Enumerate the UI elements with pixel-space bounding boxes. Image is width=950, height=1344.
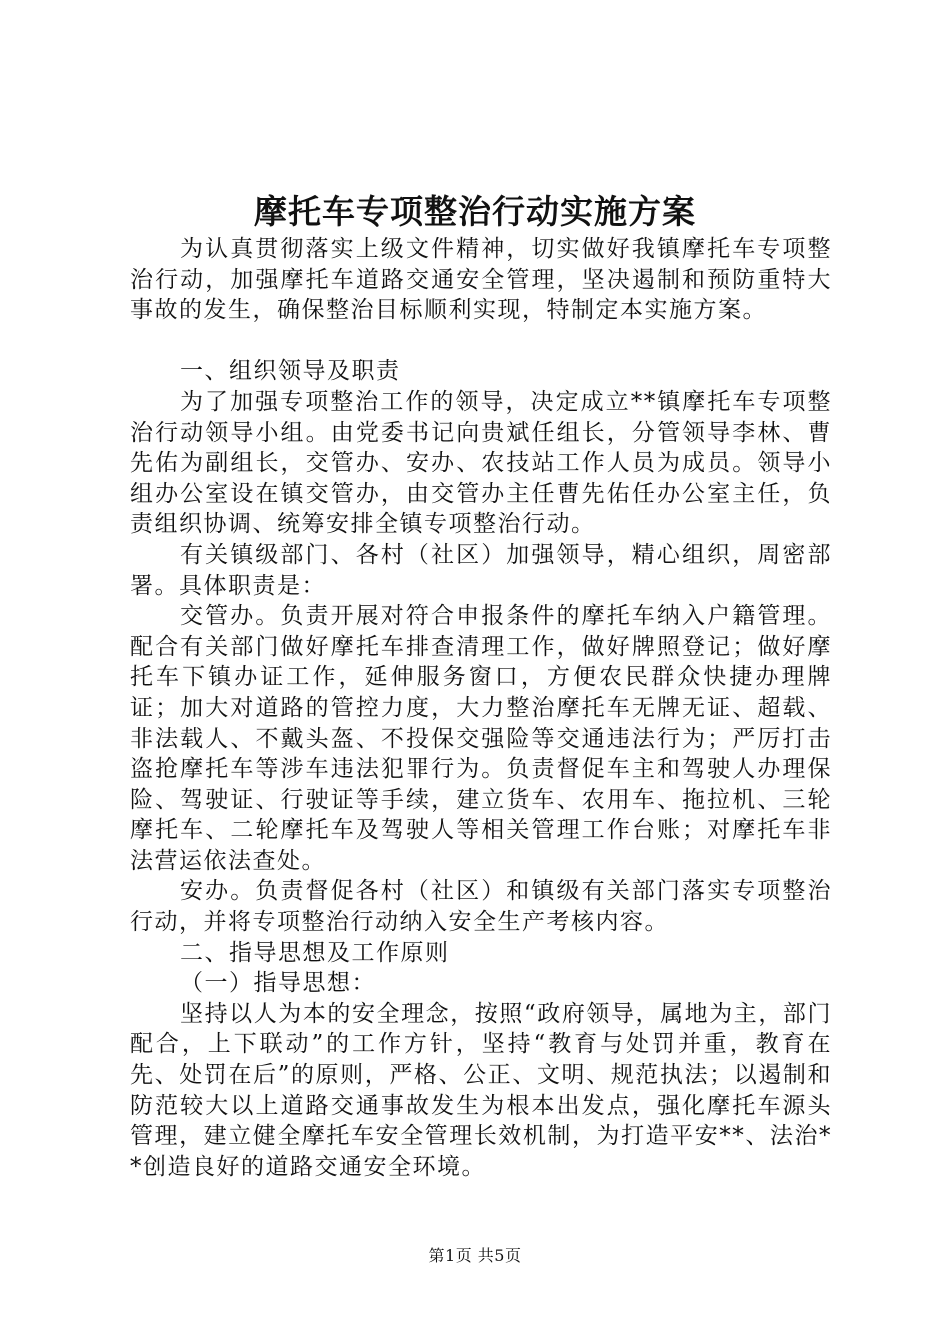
document-body (130, 234, 832, 1182)
blank-line (130, 326, 832, 357)
paragraph-leadership: 为了加强专项整治工作的领导，决定成立**镇摩托车专项整治行动领导小组。由党委书记向贵斌任组长，分管领导李林、曹先佑为副组长，交管办、安办、农技站工作人员为成员。领导小组办公室设在镇交管办，由交管办主任曹先佑任办公室主任，负责组织协调、统筹安排全镇专项整治行动。 (130, 388, 832, 538)
page-footer: 第1页 共5页 (428, 1246, 522, 1265)
paragraph-guiding-thought: 坚持以人为本的安全理念，按照“政府领导，属地为主，部门配合，上下联动”的工作方针，坚持“教育与处罚并重，教育在先、处罚在后”的原则，严格、公正、文明、规范执法；以遏制和防范较大以上道路交通事故发生为根本出发点，强化摩托车源头管理，建立健全摩托车安全管理长效机制，为打造平安**、法治**创造良好的道路交通安全环境。 (130, 1000, 832, 1180)
subsection-heading: （一）指导思想： (180, 970, 376, 997)
paragraph-intro: 为认真贯彻落实上级文件精神，切实做好我镇摩托车专项整治行动，加强摩托车道路交通安全管理，坚决遏制和预防重特大事故的发生，确保整治目标顺利实现，特制定本实施方案。 (130, 236, 832, 324)
paragraph-safety-office: 安办。负责督促各村（社区）和镇级有关部门落实专项整治行动，并将专项整治行动纳入安全生产考核内容。 (130, 878, 832, 936)
document-title: 摩托车专项整治行动实施方案 (254, 192, 696, 231)
section-heading-1: 一、组织领导及职责 (180, 358, 401, 385)
section-heading-2: 二、指导思想及工作原则 (180, 939, 450, 966)
paragraph-traffic-office: 交管办。负责开展对符合申报条件的摩托车纳入户籍管理。配合有关部门做好摩托车排查清理工作，做好牌照登记；做好摩托车下镇办证工作，延伸服务窗口，方便农民群众快捷办理牌证；加大对道路的管控力度，大力整治摩托车无牌无证、超载、非法载人、不戴头盔、不投保交强险等交通违法行为；严厉打击盗抢摩托车等涉车违法犯罪行为。负责督促车主和驾驶人办理保险、驾驶证、行驶证等手续，建立货车、农用车、拖拉机、三轮摩托车、二轮摩托车及驾驶人等相关管理工作台账；对摩托车非法营运依法查处。 (130, 603, 832, 874)
paragraph-duties: 有关镇级部门、各村（社区）加强领导，精心组织，周密部署。具体职责是： (130, 541, 832, 599)
